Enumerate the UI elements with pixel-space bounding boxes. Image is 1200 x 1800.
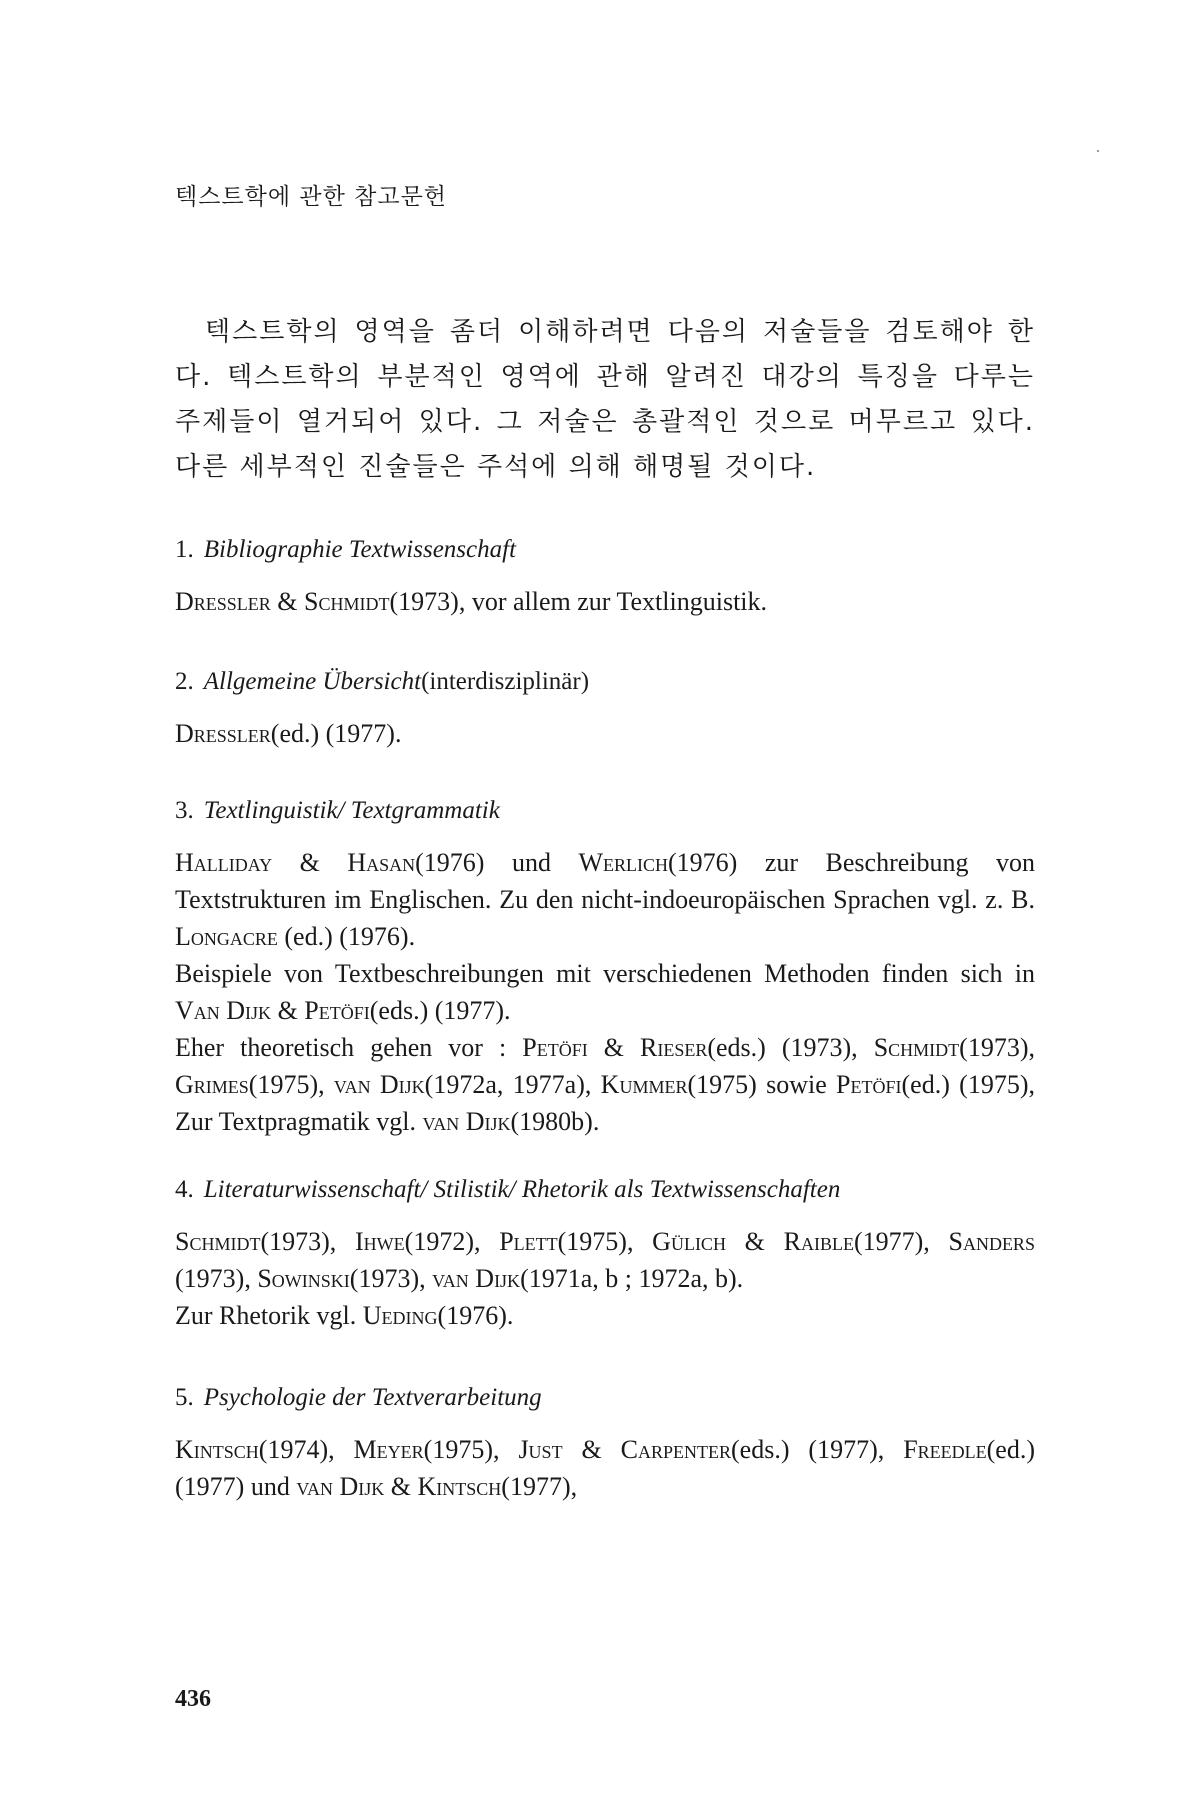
text-run: &: [562, 1435, 621, 1464]
author-name: Rieser: [640, 1033, 708, 1062]
text-run: (1975),: [248, 1070, 334, 1099]
section-body: [175, 583, 1035, 620]
author-name: van Dijk: [296, 1472, 385, 1501]
author-name: Plett: [499, 1227, 558, 1256]
text-run: &: [272, 848, 348, 877]
section-body: [175, 844, 1035, 1140]
margin-mark: [1097, 150, 1099, 152]
section-heading: [175, 536, 1035, 564]
section-heading: [175, 1176, 1035, 1204]
text-run: (1973),: [959, 1033, 1035, 1062]
author-name: Van Dijk: [175, 996, 272, 1025]
text-run: Beispiele von Textbeschreibungen mit verschiedenen Methoden finden sich in: [175, 959, 1035, 988]
text-run: (1974),: [258, 1435, 354, 1464]
intro-paragraph: 텍스트학의 영역을 좀더 이해하려면 다음의 저술들을 검토해야 한다. 텍스트학의 부분적인 영역에 관해 알려진 대강의 특징을 다루는 주제들이 열거되어 있다. 그 저술은 총괄적인 것으로 머무르고 있다. 다른 세부적인 진술들은 주석에 의해 해명될 것이다.: [175, 317, 1035, 482]
author-name: Petöfi: [522, 1033, 588, 1062]
text-run: (1976).: [437, 1301, 514, 1330]
section-3: [175, 797, 1035, 1140]
reference-entry: [175, 715, 1035, 752]
section-body: [175, 1223, 1035, 1334]
section-heading: [175, 797, 1035, 825]
text-run: &: [270, 587, 305, 616]
text-run: (1976) und: [415, 848, 579, 877]
text-run: (1976) zur Beschreibung von Textstrukturen im Englischen. Zu den nicht-indoeuropäischen Sprachen vgl. z. B.: [175, 848, 1035, 914]
text-run: &: [384, 1472, 418, 1501]
author-name: Sanders: [948, 1227, 1035, 1256]
section-title: Bibliographie Textwissenschaft: [203, 536, 517, 563]
author-name: van Dijk: [333, 1070, 425, 1099]
text-run: Zur Rhetorik vgl.: [175, 1301, 363, 1330]
section-1: [175, 536, 1035, 620]
section-2: [175, 668, 1035, 752]
text-run: &: [271, 996, 305, 1025]
section-number: 4.: [175, 1176, 194, 1203]
text-run: (1977),: [501, 1472, 578, 1501]
text-run: (ed.) (1976).: [277, 922, 416, 951]
author-name: Longacre: [175, 922, 278, 951]
section-5: [175, 1384, 1035, 1505]
text-run: (1980b).: [510, 1107, 600, 1136]
section-heading: [175, 1384, 1035, 1412]
author-name: van Dijk: [422, 1107, 511, 1136]
reference-entry: [175, 844, 1035, 955]
page-number: 436: [175, 1686, 211, 1712]
reference-entry: [175, 583, 1035, 620]
text-run: &: [725, 1227, 784, 1256]
author-name: Schmidt: [175, 1227, 261, 1256]
text-run: &: [587, 1033, 640, 1062]
reference-entry: [175, 1223, 1035, 1297]
section-number: 2.: [175, 668, 194, 695]
section-title: Textlinguistik/ Textgrammatik: [203, 797, 500, 824]
author-name: Hasan: [347, 848, 416, 877]
author-name: Werlich: [578, 848, 669, 877]
text-run: (1977),: [853, 1227, 949, 1256]
author-name: Kintsch: [417, 1472, 502, 1501]
text-run: (1975),: [557, 1227, 653, 1256]
text-run: (1973), vor allem zur Textlinguistik.: [389, 587, 768, 616]
author-name: Carpenter: [620, 1435, 732, 1464]
author-name: Ueding: [362, 1301, 438, 1330]
author-name: Kintsch: [175, 1435, 259, 1464]
section-title: Literaturwissenschaft/ Stilistik/ Rhetorik als Textwissenschaften: [203, 1176, 841, 1203]
author-name: Sowinski: [257, 1264, 350, 1293]
text-run: (1973),: [260, 1227, 355, 1256]
author-name: Petöfi: [836, 1070, 902, 1099]
text-run: (1975),: [423, 1435, 519, 1464]
section-body: [175, 715, 1035, 752]
reference-entry: [175, 1297, 1035, 1334]
author-name: Petöfi: [304, 996, 370, 1025]
text-run: (1973),: [175, 1264, 258, 1293]
text-run: (eds.) (1977).: [369, 996, 511, 1025]
section-4: [175, 1176, 1035, 1334]
author-name: Raible: [783, 1227, 854, 1256]
section-heading: [175, 668, 1035, 696]
author-name: Freedle: [903, 1435, 987, 1464]
section-title: Allgemeine Übersicht: [203, 668, 422, 695]
text-run: (ed.) (1977) und: [175, 1435, 1035, 1501]
author-name: Halliday: [175, 848, 273, 877]
text-run: Eher theoretisch gehen vor :: [175, 1033, 523, 1062]
author-name: Meyer: [353, 1435, 424, 1464]
reference-entry: [175, 1431, 1035, 1505]
reference-entry: [175, 955, 1035, 1029]
author-name: Schmidt: [304, 587, 390, 616]
section-title-suffix: (interdisziplinär): [421, 668, 590, 695]
section-number: 3.: [175, 797, 194, 824]
section-body: [175, 1431, 1035, 1505]
author-name: Just: [518, 1435, 563, 1464]
author-name: Schmidt: [873, 1033, 960, 1062]
author-name: Dressler: [175, 587, 271, 616]
author-name: van Dijk: [432, 1264, 521, 1293]
text-run: (ed.) (1977).: [270, 719, 402, 748]
text-run: (1971a, b ; 1972a, b).: [520, 1264, 744, 1293]
text-run: (1972),: [404, 1227, 500, 1256]
author-name: Ihwe: [355, 1227, 405, 1256]
running-head: 텍스트학에 관한 참고문헌: [175, 184, 448, 210]
author-name: Gülich: [652, 1227, 726, 1256]
author-name: Grimes: [175, 1070, 249, 1099]
section-number: 1.: [175, 536, 194, 563]
author-name: Dressler: [175, 719, 271, 748]
text-run: (1975) sowie: [687, 1070, 837, 1099]
section-title: Psychologie der Textverarbeitung: [203, 1384, 542, 1411]
text-run: (1973),: [349, 1264, 433, 1293]
text-run: (eds.) (1973),: [707, 1033, 874, 1062]
reference-entry: [175, 1029, 1035, 1140]
text-run: (ed.) (1975), Zur Textpragmatik vgl.: [175, 1070, 1035, 1136]
text-run: (eds.) (1977),: [731, 1435, 904, 1464]
section-number: 5.: [175, 1384, 194, 1411]
text-run: (1972a, 1977a),: [424, 1070, 601, 1099]
author-name: Kummer: [600, 1070, 688, 1099]
